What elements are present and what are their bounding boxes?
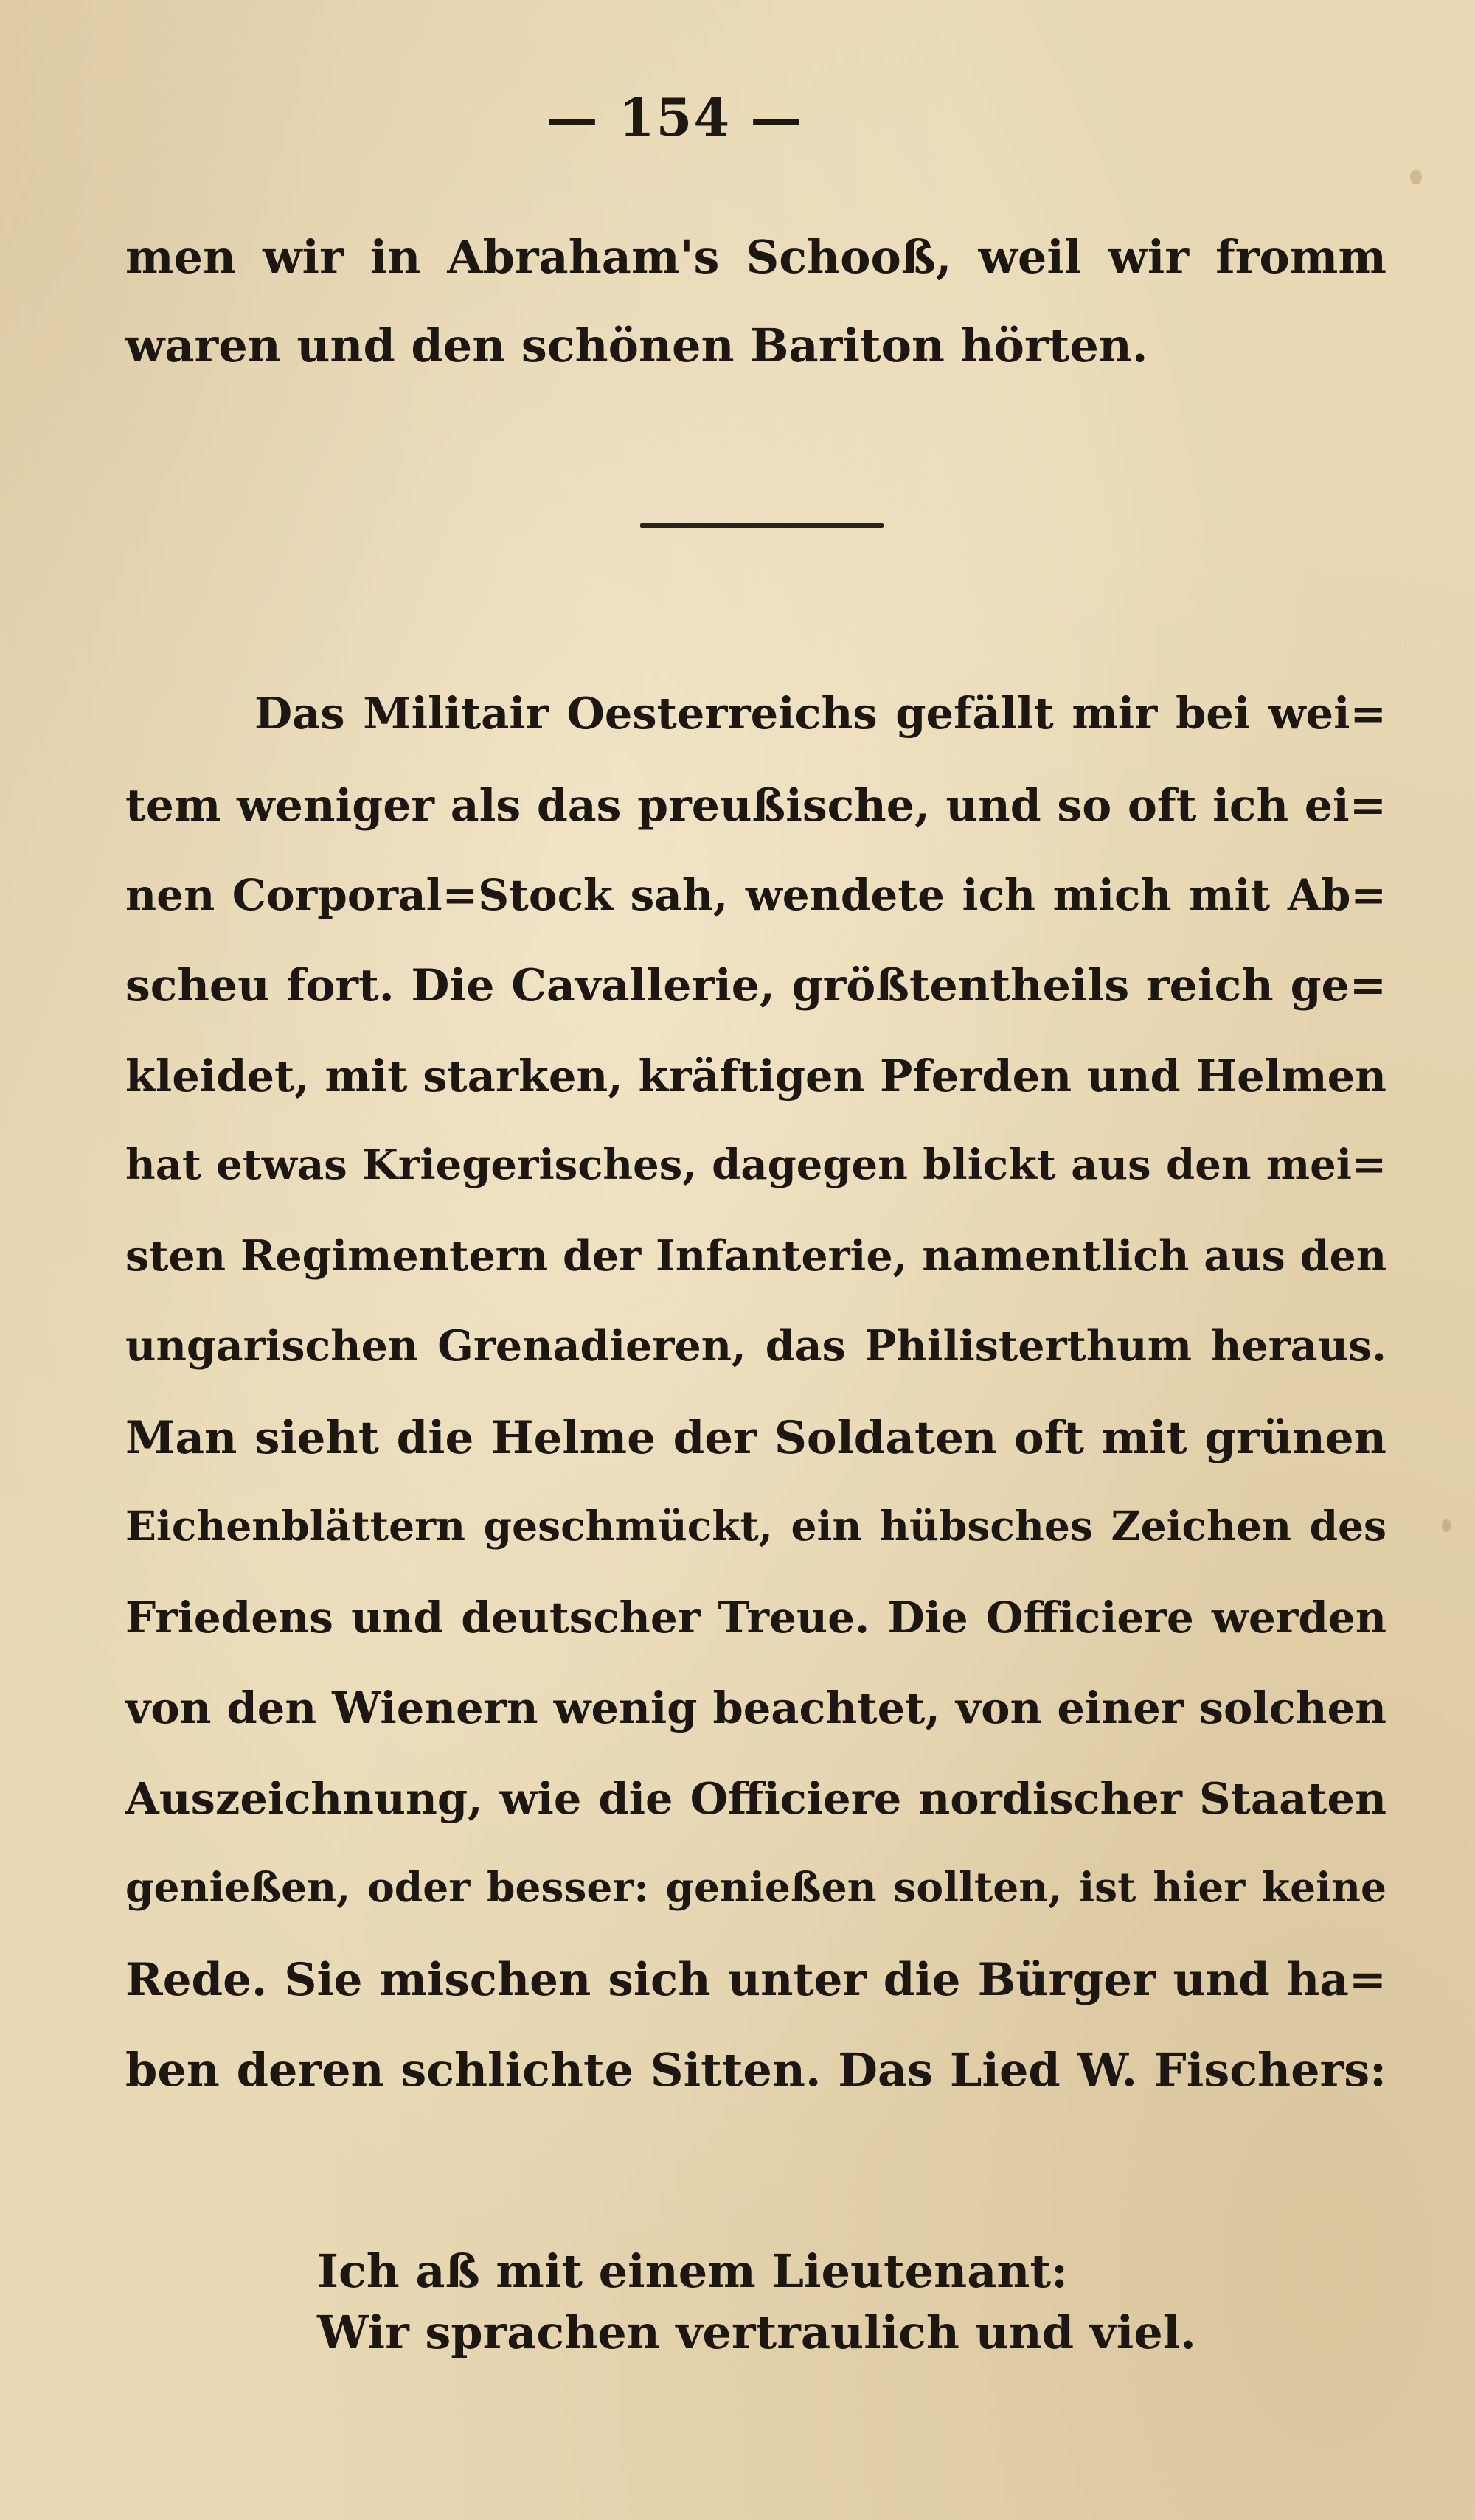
text-line: waren und den schönen Bariton hörten. bbox=[125, 319, 1148, 372]
paper-stain bbox=[1442, 1519, 1451, 1532]
text-line: Eichenblättern geschmückt, ein hübsches Zeichen des bbox=[125, 1502, 1386, 1550]
text-line: kleidet, mit starken, kräftigen Pferden und Helmen bbox=[125, 1051, 1386, 1101]
text-line: Man sieht die Helme der Soldaten oft mit grünen bbox=[125, 1412, 1386, 1464]
verse-line: Ich aß mit einem Lieutenant: bbox=[317, 2244, 1068, 2298]
page-number: — 154 — bbox=[546, 87, 804, 148]
text-line: ben deren schlichte Sitten. Das Lied W. Fischers: bbox=[125, 2043, 1386, 2097]
text-line: nen Corporal=Stock sah, wendete ich mich mit Ab= bbox=[125, 870, 1386, 920]
verse-line: Wir sprachen vertraulich und viel. bbox=[317, 2305, 1196, 2359]
text-line: men wir in Abraham's Schooß, weil wir fromm bbox=[125, 230, 1386, 284]
section-divider bbox=[640, 523, 884, 528]
paper-stain bbox=[1410, 170, 1422, 184]
text-line: Auszeichnung, wie die Officiere nordischer Staaten bbox=[125, 1773, 1386, 1824]
text-line: Das Militair Oesterreichs gefällt mir bei wei= bbox=[254, 688, 1386, 739]
text-line: ungarischen Grenadieren, das Philisterthum heraus. bbox=[125, 1321, 1386, 1371]
text-line: Rede. Sie mischen sich unter die Bürger und ha= bbox=[125, 1954, 1386, 2006]
text-line: tem weniger als das preußische, und so oft ich ei= bbox=[125, 780, 1386, 832]
text-line: genießen, oder besser: genießen sollten, ist hier keine bbox=[125, 1863, 1386, 1911]
text-line: von den Wienern wenig beachtet, von einer solchen bbox=[125, 1682, 1386, 1733]
text-line: scheu fort. Die Cavallerie, größtentheils reich ge= bbox=[125, 960, 1386, 1012]
text-line: Friedens und deutscher Treue. Die Officiere werden bbox=[125, 1593, 1386, 1643]
text-line: hat etwas Kriegerisches, dagegen blickt aus den mei= bbox=[125, 1141, 1386, 1189]
text-line: sten Regimentern der Infanterie, namentlich aus den bbox=[125, 1231, 1387, 1281]
